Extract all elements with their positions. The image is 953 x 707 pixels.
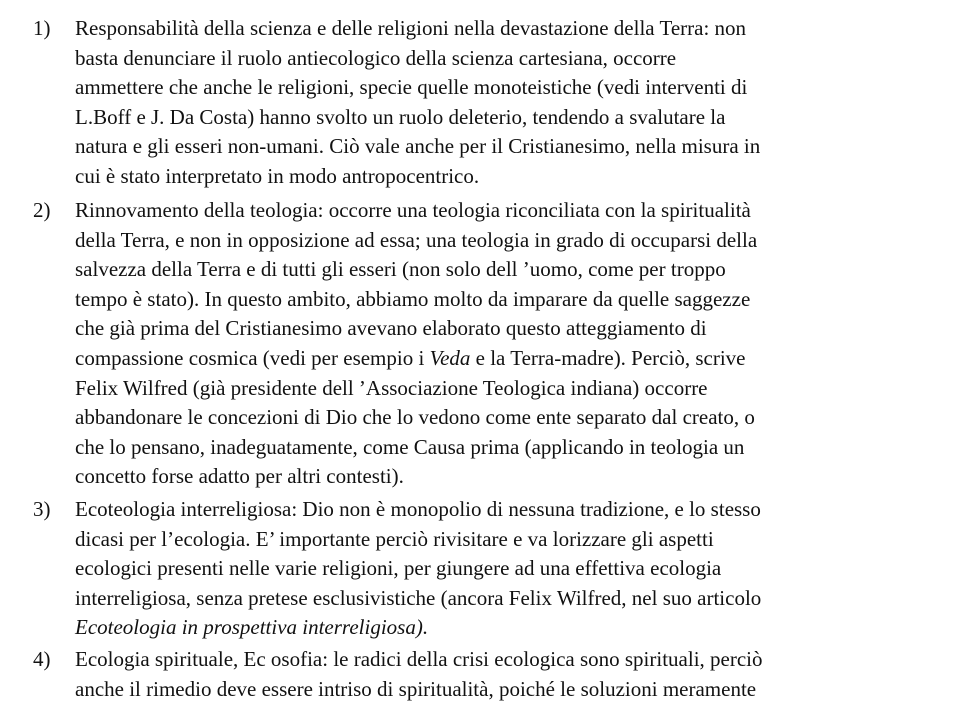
text-line: ecologici presenti nelle varie religioni, per giungere ad una effettiva ecologia bbox=[75, 556, 722, 581]
list-item-3 bbox=[0, 495, 953, 643]
text-line: Rinnovamento della teologia: occorre una teologia riconciliata con la spiritualità bbox=[75, 198, 751, 222]
text-line: dicasi per l’ecologia. E’ importante perciò rivisitare e va lorizzare gli aspetti bbox=[75, 526, 714, 551]
text-line: abbandonare le concezioni di Dio che lo vedono come ente separato dal creato, o bbox=[75, 405, 755, 430]
text-line: Ecologia spirituale, Ec osofia: le radici della crisi ecologica sono spirituali, perciò bbox=[75, 647, 763, 671]
list-item-4 bbox=[0, 645, 953, 704]
text-line: cui è stato interpretato in modo antropocentrico. bbox=[75, 163, 480, 188]
text-line: ammettere che anche le religioni, specie quelle monoteistiche (vedi interventi di bbox=[75, 75, 748, 100]
text-line: basta denunciare il ruolo antiecologico della scienza cartesiana, occorre bbox=[75, 45, 677, 70]
text-segment: compassione cosmica (vedi per esempio i bbox=[75, 345, 430, 370]
text-segment: e la Terra-madre). Perciò, scrive bbox=[470, 345, 746, 370]
text-line-italic bbox=[75, 613, 953, 643]
list-item-2 bbox=[0, 196, 953, 492]
list-item-1 bbox=[0, 14, 953, 192]
text-line: che lo pensano, inadeguatamente, come Causa prima (applicando in teologia un bbox=[75, 434, 745, 459]
list-item-number: 1) bbox=[33, 16, 51, 40]
text-line: L.Boff e J. Da Costa) hanno svolto un ruolo deleterio, tendendo a svalutare la bbox=[75, 104, 726, 129]
list-item-number: 3) bbox=[33, 497, 51, 521]
text-line: della Terra, e non in opposizione ad essa; una teologia in grado di occuparsi della bbox=[75, 227, 758, 252]
list-item-number: 2) bbox=[33, 198, 51, 222]
italic-article-title: Ecoteologia in prospettiva interreligiosa). bbox=[75, 615, 429, 640]
text-line: anche il rimedio deve essere intriso di spiritualità, poiché le soluzioni meramente bbox=[75, 676, 757, 701]
text-line: che già prima del Cristianesimo avevano elaborato questo atteggiamento di bbox=[75, 316, 707, 341]
text-line: natura e gli esseri non-umani. Ciò vale anche per il Cristianesimo, nella misura in bbox=[75, 134, 761, 159]
text-line: Ecoteologia interreligiosa: Dio non è monopolio di nessuna tradizione, e lo stesso bbox=[75, 497, 761, 521]
italic-term: Veda bbox=[429, 345, 471, 370]
text-line: salvezza della Terra e di tutti gli esseri (non solo dell ’uomo, come per troppo bbox=[75, 257, 726, 282]
text-line: interreligiosa, senza pretese esclusivistiche (ancora Felix Wilfred, nel suo articolo bbox=[75, 585, 762, 610]
text-line: Felix Wilfred (già presidente dell ’Associazione Teologica indiana) occorre bbox=[75, 375, 708, 400]
text-line: concetto forse adatto per altri contesti). bbox=[75, 464, 404, 489]
list-item-number: 4) bbox=[33, 647, 51, 671]
text-line: Responsabilità della scienza e delle religioni nella devastazione della Terra: non bbox=[75, 16, 747, 40]
text-line: tempo è stato). In questo ambito, abbiamo molto da imparare da quelle saggezze bbox=[75, 286, 751, 311]
text-line-with-italic bbox=[75, 344, 953, 374]
